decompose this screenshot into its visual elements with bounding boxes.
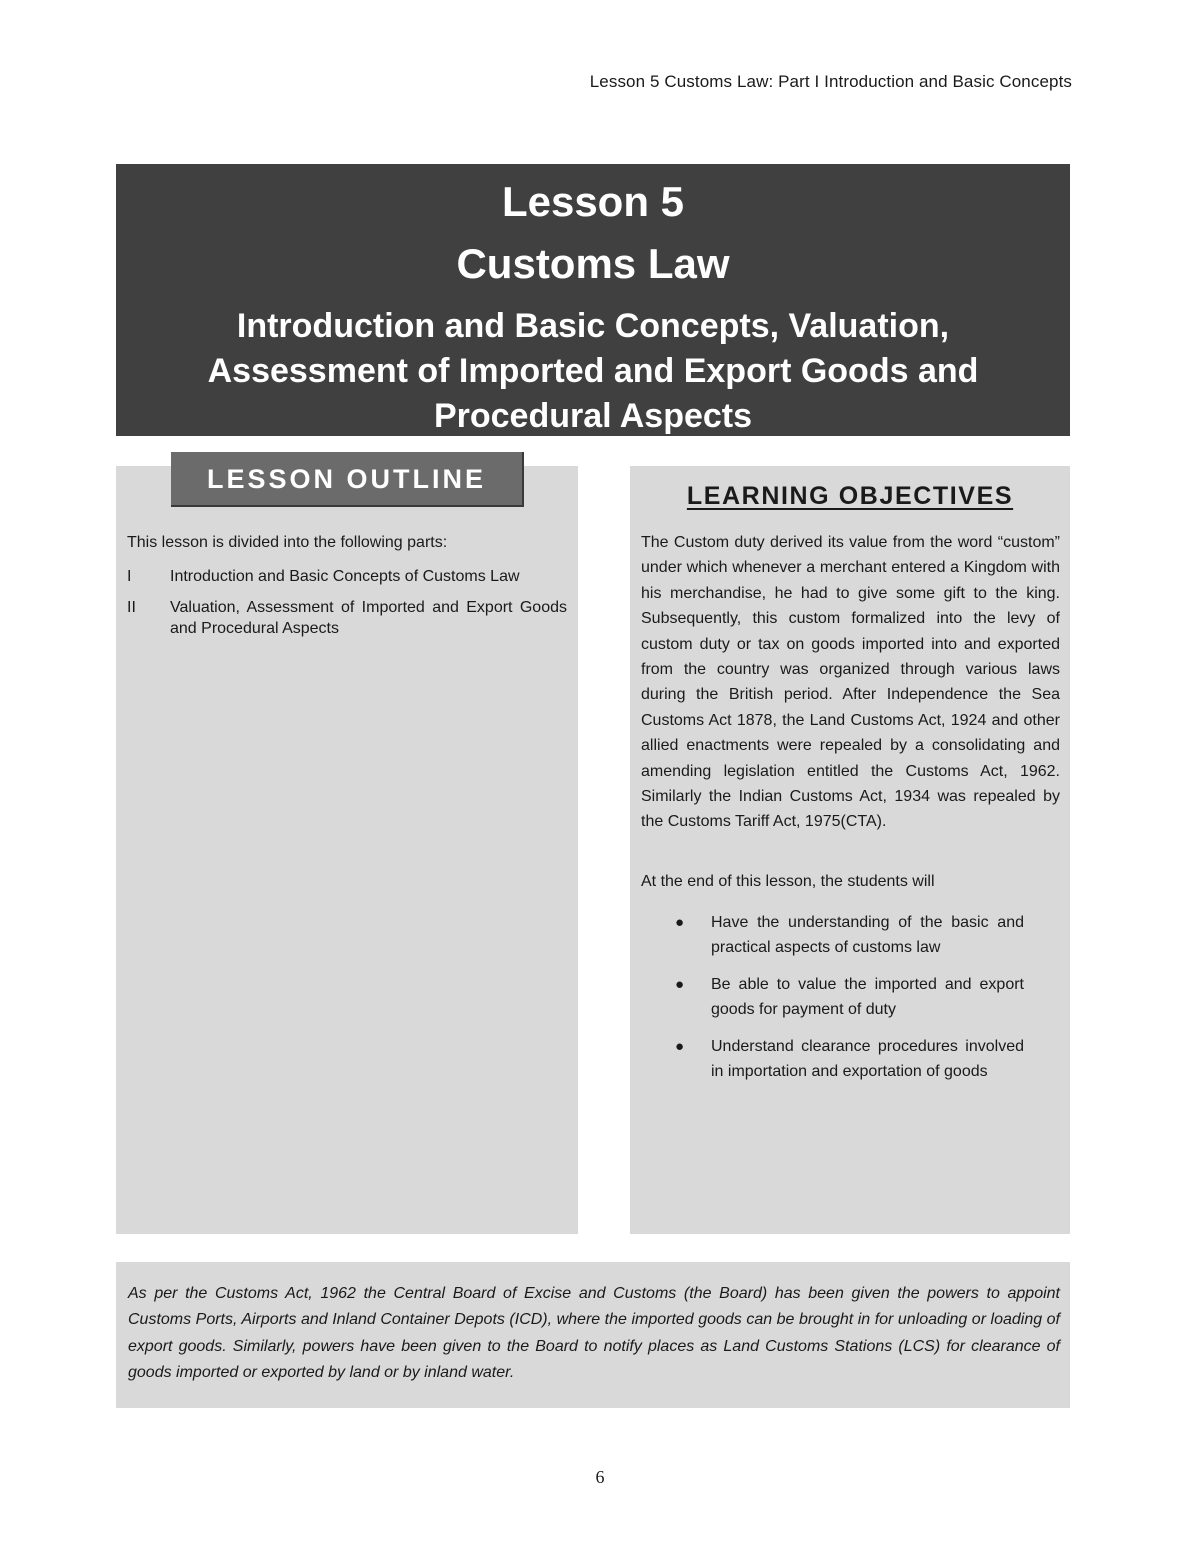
objective-text: Have the understanding of the basic and practical aspects of customs law [711,914,1024,957]
outline-item [127,566,567,587]
outline-item [127,597,567,639]
running-header: Lesson 5 Customs Law: Part I Introduction and Basic Concepts [589,72,1072,91]
objective-text: Be able to value the imported and export goods for payment of duty [711,975,1024,1019]
lesson-outline-list [127,566,567,649]
objective-item [641,910,1024,961]
lesson-main-title: Customs Law [456,240,730,287]
lesson-outline-heading: LESSON OUTLINE [171,452,524,507]
learning-objectives-lead: At the end of this lesson, the students will [641,873,935,890]
bottom-note-text: As per the Customs Act, 1962 the Central Board of Excise and Customs (the Board) has been given the powers to appoint Customs Ports, Airports and Inland Container Depots (ICD), where the imported goods can be brought in for unloading or loading of export goods. Similarly, powers have been given to the Board to notify places as Land Customs Stations (LCS) for clearance of goods imported or exported by land or by inland water. [128,1285,1060,1382]
lesson-outline-intro: This lesson is divided into the following parts: [127,534,448,551]
learning-objectives-heading: LEARNING OBJECTIVES [686,482,1014,510]
outline-item-number: I [127,568,132,585]
objective-item [641,1034,1024,1085]
lesson-number-title: Lesson 5 [501,178,685,225]
objective-text: Understand clearance procedures involved in importation and exportation of goods [711,1037,1024,1081]
bullet-icon: ● [675,975,685,993]
outline-item-number: II [127,599,136,616]
lesson-subtitle: Introduction and Basic Concepts, Valuation, Assessment of Imported and Export Goods and Procedural Aspects [207,307,979,435]
bullet-icon: ● [675,1037,685,1055]
outline-item-text: Valuation, Assessment of Imported and Export Goods and Procedural Aspects [170,599,567,637]
outline-item-text: Introduction and Basic Concepts of Customs Law [170,568,520,585]
learning-objectives-list [641,910,1024,1095]
learning-objectives-paragraph: The Custom duty derived its value from the word “custom” under which whenever a merchant entered a Kingdom with his merchandise, he had to give some gift to the king. Subsequently, this custom formalized into the levy of custom duty or tax on goods imported into and exported from the country was organized through various laws during the British period. After Independence the Sea Customs Act 1878, the Land Customs Act, 1924 and other allied enactments were repealed by a consolidating and amending legislation entitled the Customs Act, 1962. Similarly the Indian Customs Act, 1934 was repealed by the Customs Tariff Act, 1975(CTA). [641,534,1060,831]
title-banner [116,164,1070,436]
bullet-icon: ● [675,914,685,931]
objective-item [641,972,1024,1023]
page-number: 6 [595,1467,605,1487]
